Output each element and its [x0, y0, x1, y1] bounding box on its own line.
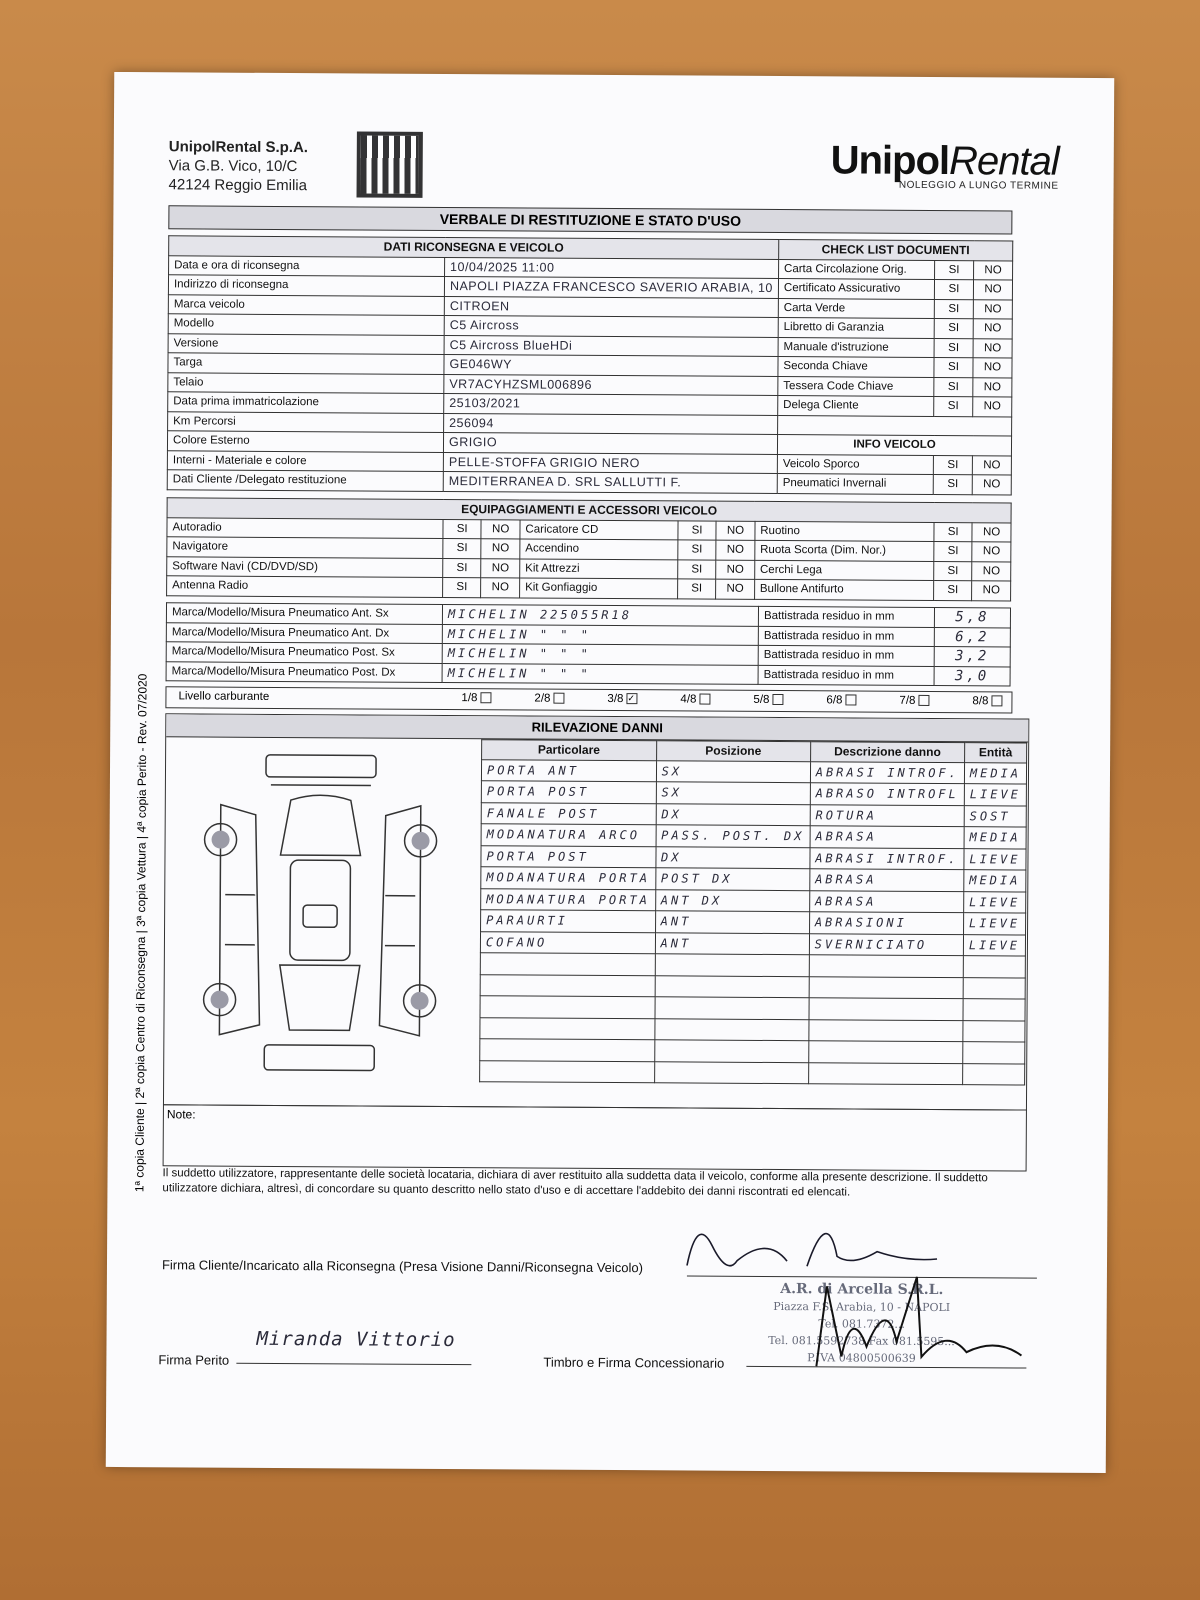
checkbox-no[interactable]: NO	[481, 558, 520, 578]
notes-label: Note:	[166, 1107, 196, 1122]
vehicle-field-value: MEDITERRANEA D. SRL SALLUTTI F.	[443, 471, 777, 493]
tyre-value: MICHELIN " " "	[442, 643, 758, 664]
fuel-option[interactable]	[972, 695, 1002, 707]
checkbox-no[interactable]: NO	[481, 578, 520, 598]
damage-cell: SVERNICIATO	[809, 933, 963, 955]
document-sheet	[106, 72, 1115, 1473]
vehicle-field-label: Colore Esterno	[167, 431, 443, 452]
checkbox-si[interactable]: SI	[934, 357, 973, 377]
damage-col-header: Particolare	[482, 740, 657, 761]
damage-cell	[480, 1017, 655, 1040]
tread-value: 6,2	[934, 627, 1010, 647]
checkbox-si[interactable]: SI	[678, 520, 716, 540]
checkbox-si[interactable]: SI	[443, 538, 481, 558]
fuel-option-label: 8/8	[972, 695, 989, 708]
checkbox-si[interactable]: SI	[443, 519, 481, 539]
checkbox-no[interactable]: NO	[716, 521, 755, 541]
damage-cell: PARAURTI	[481, 910, 656, 933]
damage-section	[163, 713, 1029, 1110]
tread-value: 5,8	[934, 607, 1010, 627]
damage-cell	[480, 953, 655, 976]
vehicle-field-label: Targa	[168, 353, 444, 374]
fuel-checkbox[interactable]	[918, 695, 929, 706]
checkbox-si[interactable]: SI	[934, 561, 972, 581]
fuel-level-row	[165, 686, 1012, 713]
fuel-option[interactable]	[899, 695, 929, 707]
damage-cell	[963, 1042, 1025, 1064]
damage-cell	[480, 1039, 655, 1062]
damage-cell	[480, 1060, 655, 1083]
vehicle-field-value: VR7ACYHZSML006896	[444, 374, 778, 396]
vehicle-field-value: GE046WY	[444, 354, 778, 376]
fuel-option-label: 3/8	[607, 692, 624, 706]
damage-cell: PORTA ANT	[481, 759, 656, 782]
tyre-value: MICHELIN " " "	[442, 624, 758, 645]
checkbox-no[interactable]: NO	[972, 561, 1011, 581]
vehicle-field-value: PELLE-STOFFA GRIGIO NERO	[443, 452, 777, 474]
damage-col-header: Entità	[964, 743, 1026, 763]
damage-cell: ANT	[655, 911, 809, 933]
damage-cell: MEDIA	[964, 870, 1026, 892]
tyre-label: Marca/Modello/Misura Pneumatico Post. Sx	[166, 642, 442, 663]
damage-col-header: Descrizione danno	[810, 742, 964, 762]
stamp-line-4: Tel. 081.5592738 Fax 081.5595...	[768, 1333, 955, 1349]
checkbox-si[interactable]: SI	[934, 580, 972, 600]
equipment-item: Caricatore CD	[520, 519, 678, 539]
damage-cell: ABRASO INTROFL	[810, 783, 964, 805]
dealer-signature-label: Timbro e Firma Concessionario	[543, 1354, 725, 1371]
damage-cell: DX	[656, 846, 810, 868]
logo-brand-b: Rental	[948, 139, 1059, 184]
damage-cell	[809, 1019, 963, 1041]
checkbox-no[interactable]: NO	[481, 539, 520, 559]
checkbox-si[interactable]: SI	[934, 377, 973, 397]
equipment-item: Kit Gonfiaggio	[520, 578, 678, 598]
notes-box	[163, 1104, 1027, 1171]
damage-cell	[480, 996, 655, 1019]
tread-label: Battistrada residuo in mm	[758, 665, 934, 686]
damage-table	[479, 739, 1027, 1085]
vehicle-field-label: Marca veicolo	[168, 294, 444, 315]
checkbox-si[interactable]: SI	[934, 396, 973, 416]
damage-cell: LIEVE	[964, 784, 1026, 806]
damage-cell: MODANATURA ARCO	[481, 824, 656, 847]
equipment-item: Antenna Radio	[167, 576, 443, 597]
fuel-option[interactable]	[753, 694, 783, 706]
vehicle-field-value: 256094	[444, 413, 778, 435]
fuel-option-label: 4/8	[680, 693, 697, 706]
vehicle-row	[167, 470, 1011, 495]
fuel-option-label: 6/8	[826, 694, 843, 707]
damage-cell: ANT DX	[655, 889, 809, 911]
vehicle-field-label: Dati Cliente /Delegato restituzione	[167, 470, 443, 491]
damage-cell	[480, 974, 655, 997]
vehicle-field-label: Data prima immatricolazione	[168, 392, 444, 413]
damage-cell: PORTA POST	[481, 845, 656, 868]
company-address	[169, 137, 309, 195]
checklist-item: Carta Verde	[778, 298, 934, 318]
stamp-line-3: Tel. 081.7372...	[818, 1317, 905, 1331]
vehicle-field-value: 25103/2021	[444, 393, 778, 415]
checkbox-no[interactable]: NO	[973, 358, 1012, 378]
equipment-row	[167, 576, 1011, 601]
checkbox-si[interactable]: SI	[934, 279, 973, 299]
equipment-item: Cerchi Lega	[754, 560, 933, 581]
checklist-item: Libretto di Garanzia	[778, 318, 934, 338]
fuel-checkbox[interactable]	[991, 696, 1002, 707]
stamp-line-2: Piazza F.S. Arabia, 10 - NAPOLI	[773, 1300, 951, 1315]
info-header: INFO VEICOLO	[777, 435, 1011, 456]
vehicle-field-value: C5 Aircross BlueHDi	[444, 335, 778, 357]
checklist-item: Manuale d'istruzione	[778, 337, 934, 357]
damage-cell: LIEVE	[963, 934, 1025, 956]
damage-cell: FANALE POST	[481, 802, 656, 825]
tread-value: 3,2	[934, 646, 1010, 666]
checklist-item: Delega Cliente	[778, 396, 934, 416]
fuel-option-label: 1/8	[461, 692, 478, 705]
equipment-item: Accendino	[520, 539, 678, 559]
damage-cell	[808, 1062, 962, 1084]
checkbox-no[interactable]: NO	[973, 397, 1012, 417]
logo-brand-a: Unipol	[830, 138, 950, 184]
damage-cell: MEDIA	[964, 762, 1026, 784]
copy-distribution-note: 1ª copia Cliente | 2ª copia Centro di Riconsegna | 3ª copia Vettura | 4ª copia Perito - Rev. 07/2020	[132, 673, 150, 1193]
equipment-item: Kit Attrezzi	[520, 558, 678, 578]
qr-code-icon	[357, 131, 423, 197]
vehicle-field-value: CITROEN	[444, 296, 778, 318]
vehicle-checklist-table	[167, 235, 1014, 495]
damage-cell	[655, 954, 809, 976]
tread-label: Battistrada residuo in mm	[758, 606, 934, 627]
equipment-item: Software Navi (CD/DVD/SD)	[167, 556, 443, 577]
damage-cell	[963, 977, 1025, 999]
damage-cell: POST DX	[655, 868, 809, 890]
equipment-item: Ruotino	[755, 521, 934, 542]
document-title: VERBALE DI RESTITUZIONE E STATO D'USO	[168, 205, 1012, 234]
checkbox-no[interactable]: NO	[716, 560, 755, 580]
fuel-checkbox[interactable]	[845, 695, 856, 706]
dealer-signature-mark	[806, 1266, 1037, 1377]
tread-label: Battistrada residuo in mm	[758, 626, 934, 647]
perito-signature: Miranda Vittorio	[256, 1327, 456, 1352]
damage-cell: LIEVE	[963, 913, 1025, 935]
checkbox-no[interactable]: NO	[973, 299, 1012, 319]
car-diagram	[184, 744, 456, 1086]
damage-cell: DX	[656, 803, 810, 825]
checkbox-si[interactable]: SI	[677, 579, 715, 599]
checkbox-no[interactable]: NO	[972, 455, 1011, 475]
checkbox-no[interactable]: NO	[481, 519, 520, 539]
tread-value: 3,0	[934, 666, 1010, 686]
damage-cell: ABRASIONI	[809, 912, 963, 934]
client-signature-label: Firma Cliente/Incaricato alla Riconsegna (Presa Visione Danni/Riconsegna Veicolo)	[161, 1257, 644, 1276]
damage-cell: ABRASA	[809, 890, 963, 912]
damage-cell	[963, 1020, 1025, 1042]
vehicle-field-label: Data e ora di riconsegna	[169, 255, 445, 276]
equipment-item: Bullone Antifurto	[754, 579, 933, 600]
vehicle-field-label: Km Percorsi	[168, 411, 444, 432]
fuel-option[interactable]	[461, 692, 491, 704]
stamp-line-1: A.R. di Arcella S.R.L.	[780, 1281, 944, 1299]
vehicle-field-value: NAPOLI PIAZZA FRANCESCO SAVERIO ARABIA, 10	[444, 276, 778, 298]
checkbox-no[interactable]: NO	[972, 542, 1011, 562]
damage-cell: ANT	[655, 932, 809, 954]
fuel-checkbox[interactable]: ✓	[626, 694, 637, 705]
vehicle-field-label: Telaio	[168, 372, 444, 393]
damage-cell	[808, 1041, 962, 1063]
checkbox-si[interactable]: SI	[934, 522, 972, 542]
checkbox-si[interactable]: SI	[934, 318, 973, 338]
checklist-item: Carta Circolazione Orig.	[778, 259, 934, 279]
damage-cell: ABRASI INTROF.	[810, 847, 964, 869]
vehicle-field-label: Indirizzo di riconsegna	[168, 275, 444, 296]
tyre-label: Marca/Modello/Misura Pneumatico Post. Dx	[166, 661, 442, 682]
damage-cell	[963, 999, 1025, 1021]
damage-row	[480, 1060, 1025, 1085]
damage-cell: ABRASA	[810, 869, 964, 891]
damage-cell: LIEVE	[964, 891, 1026, 913]
checkbox-no[interactable]: NO	[972, 522, 1011, 542]
checkbox-no[interactable]: NO	[716, 540, 755, 560]
damage-cell	[809, 955, 963, 977]
checkbox-si[interactable]: SI	[934, 338, 973, 358]
checklist-spacer	[778, 415, 1012, 436]
damage-cell	[963, 956, 1025, 978]
damage-cell	[654, 1040, 808, 1062]
checkbox-no[interactable]: NO	[972, 581, 1011, 601]
checklist-item: Seconda Chiave	[778, 357, 934, 377]
equipment-item: Navigatore	[167, 537, 443, 558]
company-name: UnipolRental S.p.A.	[168, 138, 309, 157]
equipment-item: Autoradio	[167, 517, 443, 538]
damage-cell	[809, 976, 963, 998]
company-city: 42124 Reggio Emilia	[168, 176, 308, 195]
vehicle-field-label: Interni - Materiale e colore	[167, 450, 443, 471]
perito-signature-label: Firma Perito	[158, 1352, 230, 1368]
damage-cell: MODANATURA PORTA	[481, 888, 656, 911]
fuel-checkbox[interactable]	[772, 694, 783, 705]
fuel-option[interactable]	[607, 693, 637, 705]
fuel-option-label: 7/8	[899, 694, 916, 707]
fuel-label: Livello carburante	[178, 690, 270, 703]
damage-cell	[655, 975, 809, 997]
damage-cell: PASS. POST. DX	[656, 825, 810, 847]
checkbox-si[interactable]: SI	[933, 455, 972, 475]
fuel-option-label: 5/8	[753, 693, 770, 706]
checkbox-no[interactable]: NO	[973, 280, 1012, 300]
damage-cell	[654, 1018, 808, 1040]
checkbox-si[interactable]: SI	[934, 299, 973, 319]
fuel-option[interactable]	[680, 693, 710, 705]
damage-cell: ROTURA	[810, 804, 964, 826]
damage-col-header: Posizione	[656, 741, 810, 761]
checkbox-no[interactable]: NO	[716, 579, 755, 599]
vehicle-field-label: Versione	[168, 333, 444, 354]
damage-cell	[963, 1063, 1025, 1085]
checkbox-si[interactable]: SI	[933, 474, 972, 494]
tyre-label: Marca/Modello/Misura Pneumatico Ant. Dx	[166, 622, 442, 643]
fuel-checkbox[interactable]	[699, 694, 710, 705]
tyre-label: Marca/Modello/Misura Pneumatico Ant. Sx	[166, 603, 442, 624]
tyres-table	[166, 602, 1011, 686]
checkbox-si[interactable]: SI	[934, 541, 972, 561]
checkbox-si[interactable]: SI	[443, 558, 481, 578]
damage-cell: MEDIA	[964, 827, 1026, 849]
fuel-checkbox[interactable]	[480, 693, 491, 704]
damage-cell: SX	[656, 760, 810, 782]
damage-cell: COFANO	[480, 931, 655, 954]
tyre-value: MICHELIN " " "	[442, 663, 758, 684]
stamp-line-5: P.IVA 04800500639	[807, 1351, 916, 1365]
damage-cell: SOST	[964, 805, 1026, 827]
fuel-option[interactable]	[534, 693, 564, 705]
damage-cell: PORTA POST	[481, 781, 656, 804]
checklist-header: CHECK LIST DOCUMENTI	[779, 240, 1013, 261]
damage-cell	[655, 997, 809, 1019]
checkbox-no[interactable]: NO	[973, 377, 1012, 397]
checkbox-si[interactable]: SI	[678, 540, 716, 560]
info-item: Veicolo Sporco	[777, 454, 933, 474]
equipment-table	[166, 497, 1012, 601]
checkbox-no[interactable]: NO	[973, 338, 1012, 358]
checkbox-si[interactable]: SI	[443, 577, 481, 597]
perito-signature-line	[236, 1363, 471, 1365]
damage-cell: LIEVE	[964, 848, 1026, 870]
checkbox-si[interactable]: SI	[678, 559, 716, 579]
fuel-checkbox[interactable]	[553, 693, 564, 704]
vehicle-field-value: 10/04/2025 11:00	[445, 257, 779, 279]
vehicle-field-value: C5 Aircross	[444, 315, 778, 337]
tread-label: Battistrada residuo in mm	[758, 645, 934, 666]
fuel-option-label: 2/8	[534, 692, 551, 705]
damage-cell: MODANATURA PORTA	[481, 867, 656, 890]
tyre-row	[166, 661, 1010, 686]
vehicle-header: DATI RICONSEGNA E VEICOLO	[169, 236, 779, 259]
brand-logo	[831, 138, 1059, 191]
disclaimer-text: Il suddetto utilizzatore, rappresentante delle società locataria, dichiara di aver restituito alla suddetta data il veicolo, conforme alla presente descrizione. Il suddetto utilizzatore dichiara, altresì, di concordare su quanto descritto nello stato d'uso e di accettare l'addebito dei danni riscontrati ed elencati.	[162, 1167, 988, 1199]
damage-cell: SX	[656, 782, 810, 804]
info-item: Pneumatici Invernali	[777, 474, 933, 494]
vehicle-field-value: GRIGIO	[443, 432, 777, 454]
damage-cell: ABRASA	[810, 826, 964, 848]
damage-cell: ABRASI INTROF.	[810, 761, 964, 783]
checkbox-no[interactable]: NO	[974, 260, 1013, 280]
company-street: Via G.B. Vico, 10/C	[168, 157, 298, 176]
tyre-value: MICHELIN 225055R18	[442, 604, 758, 625]
equipment-header: EQUIPAGGIAMENTI E ACCESSORI VEICOLO	[167, 498, 1011, 523]
fuel-option[interactable]	[826, 694, 856, 706]
damage-cell	[809, 998, 963, 1020]
logo-tagline: NOLEGGIO A LUNGO TERMINE	[898, 179, 1059, 192]
damage-cell	[654, 1061, 808, 1083]
equipment-item: Ruota Scorta (Dim. Nor.)	[755, 540, 934, 561]
checklist-item: Tessera Code Chiave	[778, 376, 934, 396]
checkbox-si[interactable]: SI	[935, 260, 974, 280]
vehicle-field-label: Modello	[168, 314, 444, 335]
checkbox-no[interactable]: NO	[972, 475, 1011, 495]
checkbox-no[interactable]: NO	[973, 319, 1012, 339]
checklist-item: Certificato Assicurativo	[778, 279, 934, 299]
damage-header: RILEVAZIONE DANNI	[166, 714, 1028, 742]
